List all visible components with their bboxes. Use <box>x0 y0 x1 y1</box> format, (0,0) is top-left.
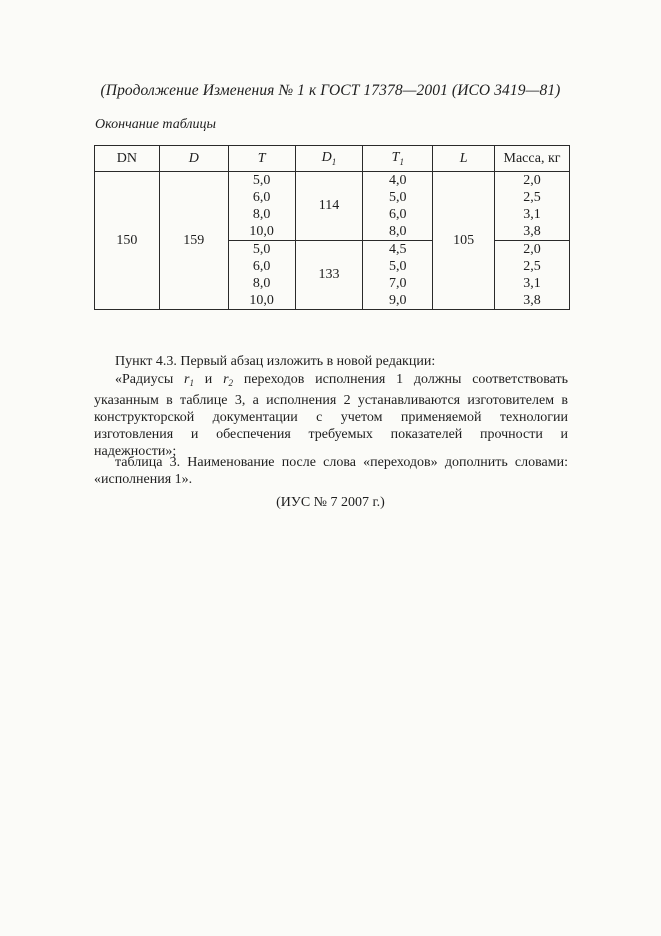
header-dn: DN <box>95 146 160 172</box>
header-d: D <box>159 146 228 172</box>
mass-value: 3,8 <box>523 224 541 239</box>
radius-r2-subscript: 2 <box>228 378 234 388</box>
page-footer: (ИУС № 7 2007 г.) <box>276 495 385 510</box>
cell-mass-group-1 <box>495 172 570 241</box>
t1-value: 4,0 <box>389 173 407 188</box>
header-t: T <box>228 146 295 172</box>
header-d1 <box>295 146 363 172</box>
new-wording-start: «Радиусы <box>115 372 185 387</box>
mass-value: 3,1 <box>523 276 541 291</box>
t-value: 5,0 <box>252 173 271 188</box>
radius-r2: r <box>223 372 229 387</box>
table-caption: Окончание таблицы <box>95 117 216 132</box>
t-value: 8,0 <box>252 276 271 291</box>
cell-t-group-2 <box>228 241 295 310</box>
mass-value: 2,0 <box>523 173 541 188</box>
mass-value: 2,5 <box>523 259 541 274</box>
t-value: 6,0 <box>252 259 271 274</box>
t-value: 8,0 <box>252 207 271 222</box>
t1-value: 9,0 <box>389 293 407 308</box>
table-row <box>95 172 570 241</box>
cell-d: 159 <box>159 172 228 310</box>
header-mass: Масса, кг <box>495 146 570 172</box>
cell-t1-group-1 <box>363 172 433 241</box>
cell-d1-group-2: 133 <box>295 241 363 310</box>
cell-mass-group-2 <box>495 241 570 310</box>
mass-value: 3,1 <box>523 207 541 222</box>
cell-t1-group-2 <box>363 241 433 310</box>
t1-value: 5,0 <box>389 190 407 205</box>
paragraph-new-wording <box>94 371 568 460</box>
mass-value: 2,5 <box>523 190 541 205</box>
t1-value: 8,0 <box>389 224 407 239</box>
mass-value: 3,8 <box>523 293 541 308</box>
t-value: 5,0 <box>252 242 271 257</box>
new-wording-and: и <box>194 372 224 387</box>
t-value: 10,0 <box>249 293 274 308</box>
radius-r1: r <box>184 372 190 387</box>
spec-table <box>94 145 570 310</box>
t-value: 6,0 <box>252 190 271 205</box>
t-value: 10,0 <box>249 224 274 239</box>
header-d1-label: D <box>321 150 332 166</box>
new-wording-rest: переходов исполнения 1 должны соответствовать указанным в таблице 3, а исполнения 2 устанавливаются изготовителем в конструкторской документации с учетом применяемой технологии изготовления и обеспечения требуемых показателей прочности и надежности»; <box>94 372 568 459</box>
paragraph-clause-4-3: Пункт 4.3. Первый абзац изложить в новой редакции: <box>115 354 436 369</box>
t1-value: 4,5 <box>389 242 407 257</box>
header-l: L <box>433 146 495 172</box>
cell-d1-group-1: 114 <box>295 172 363 241</box>
header-d1-subscript: 1 <box>331 156 337 167</box>
t1-value: 5,0 <box>389 259 407 274</box>
header-t1-label: T <box>391 150 400 166</box>
page-header: (Продолжение Изменения № 1 к ГОСТ 17378—2001 (ИСО 3419—81) <box>100 82 561 99</box>
paragraph-table-3: таблица 3. Наименование после слова «переходов» дополнить словами: «исполнения 1». <box>94 455 568 487</box>
cell-t-group-1 <box>228 172 295 241</box>
table-header-row <box>95 146 570 172</box>
mass-value: 2,0 <box>523 242 541 257</box>
header-t1 <box>363 146 433 172</box>
t1-value: 7,0 <box>389 276 407 291</box>
radius-r1-subscript: 1 <box>189 378 194 388</box>
cell-l: 105 <box>433 172 495 310</box>
t1-value: 6,0 <box>389 207 407 222</box>
cell-dn: 150 <box>95 172 160 310</box>
header-t1-subscript: 1 <box>399 156 404 167</box>
